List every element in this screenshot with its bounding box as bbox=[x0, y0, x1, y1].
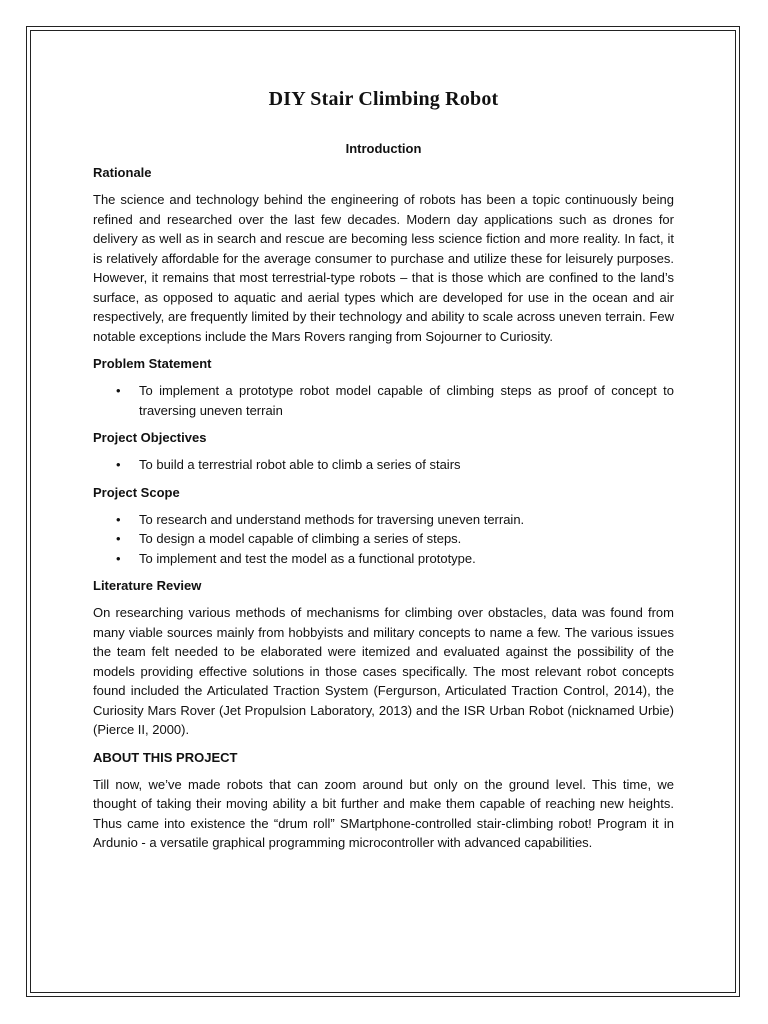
about-project-heading: ABOUT THIS PROJECT bbox=[93, 749, 238, 765]
document-title: DIY Stair Climbing Robot bbox=[268, 88, 499, 110]
project-scope-list bbox=[93, 510, 674, 569]
list-item bbox=[93, 381, 674, 420]
bullet-icon: • bbox=[116, 531, 121, 546]
rationale-heading: Rationale bbox=[93, 165, 152, 180]
problem-statement-heading: Problem Statement bbox=[93, 356, 212, 371]
list-item-text: To implement and test the model as a functional prototype. bbox=[139, 550, 476, 566]
rationale-paragraph: The science and technology behind the engineering of robots has been a topic continuously being refined and researched over the last few decades. Modern day applications such as drones for delivery as well as in search and rescue are becoming less science fiction and more reality. In fact, it is relatively affordable for the average consumer to purchase and utilize these for leisurely purposes. However, it remains that most terrestrial-type robots – that is those which are confined to the land’s surface, as opposed to aquatic and aerial types which are developed for use in the ocean and air respectively, are frequently limited by their technology and ability to scale across uneven terrain. Few notable exceptions include the Mars Rovers ranging from Sojourner to Curiosity. bbox=[93, 192, 674, 344]
project-objectives-list bbox=[93, 455, 674, 475]
problem-statement-list bbox=[93, 381, 674, 420]
list-item bbox=[93, 455, 674, 475]
project-objectives-heading: Project Objectives bbox=[93, 430, 207, 445]
list-item bbox=[93, 549, 674, 569]
list-item-text: To build a terrestrial robot able to climb a series of stairs bbox=[139, 457, 461, 472]
document-subtitle: Introduction bbox=[345, 141, 422, 156]
literature-review-heading: Literature Review bbox=[93, 578, 202, 593]
list-item-text: To design a model capable of climbing a series of steps. bbox=[139, 531, 462, 546]
list-item-text: To research and understand methods for traversing uneven terrain. bbox=[139, 511, 525, 527]
bullet-icon: • bbox=[116, 383, 121, 398]
bullet-icon: • bbox=[116, 511, 121, 527]
list-item bbox=[93, 510, 674, 530]
about-project-paragraph: Till now, we’ve made robots that can zoom around but only on the ground level. This time, we thought of taking their moving ability a bit further and make them capable of reaching new heights. Thus came into existence the “drum roll” SMartphone-controlled stair-climbing robot! Program it in Ardunio - a versatile graphical programming microcontroller with advanced capabilities. bbox=[93, 776, 674, 850]
bullet-icon: • bbox=[116, 457, 121, 472]
list-item-text: To implement a prototype robot model capable of climbing steps as proof of concept to traversing uneven terrain bbox=[139, 383, 674, 418]
project-scope-heading: Project Scope bbox=[93, 484, 180, 500]
bullet-icon: • bbox=[116, 550, 121, 566]
list-item bbox=[93, 529, 674, 549]
document-body bbox=[93, 88, 674, 863]
literature-review-paragraph: On researching various methods of mechanisms for climbing over obstacles, data was found from many viable sources mainly from hobbyists and military concepts to name a few. The various issues the team felt needed to be elaborated were itemized and evaluated against the possibility of the models providing effective solutions in those cases specifically. The most relevant robot concepts found included the Articulated Traction System (Fergurson, Articulated Traction Control, 2014), the Curiosity Mars Rover (Jet Propulsion Laboratory, 2013) and the ISR Urban Robot (nicknamed Urbie) (Pierce II, 2000). bbox=[93, 605, 674, 737]
